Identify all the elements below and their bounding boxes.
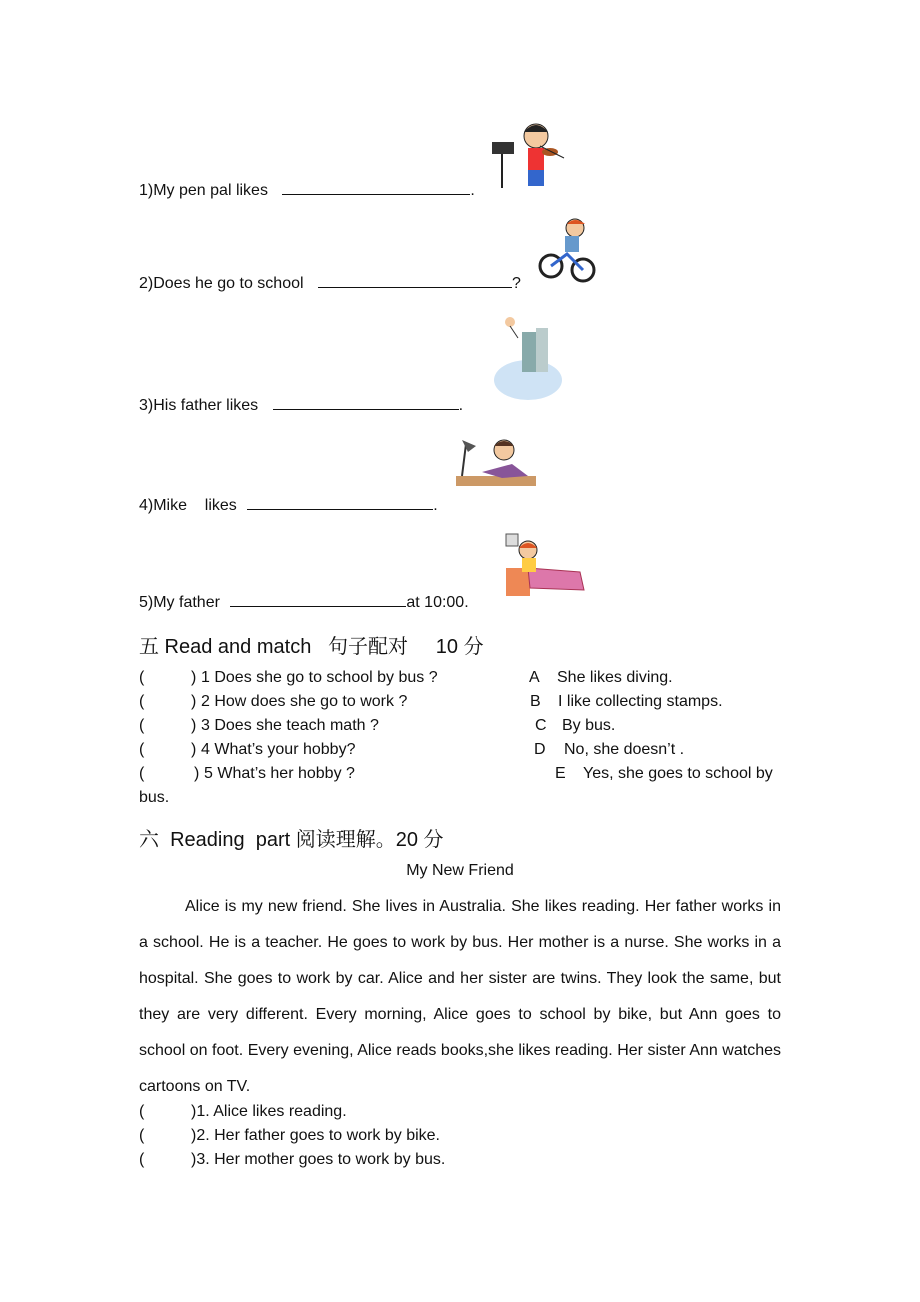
answer-blank[interactable] (282, 180, 470, 195)
fill-in-3 (139, 395, 463, 415)
fill-in-1 (139, 180, 475, 200)
match-letter: A (529, 669, 540, 686)
tf-statement: )1. Alice likes reading. (191, 1103, 347, 1120)
match-row (139, 765, 781, 785)
answer-paren[interactable]: ( (139, 669, 145, 686)
fill-in-prompt: 5)My father (139, 594, 220, 611)
match-answer: By bus. (562, 717, 616, 734)
match-question: 3 Does she teach math ? (201, 717, 379, 734)
tf-statement: )2. Her father goes to work by bike. (191, 1127, 440, 1144)
fill-in-2 (139, 273, 521, 293)
fill-in-prompt: 4)Mike likes (139, 497, 237, 514)
passage-title: My New Friend (406, 862, 514, 879)
match-answer: She likes diving. (557, 669, 673, 686)
fill-in-prompt: 1)My pen pal likes (139, 182, 268, 199)
answer-blank[interactable] (273, 395, 459, 410)
answer-paren-close: ) (194, 765, 200, 782)
section5-heading: 五 Read and match 句子配对 10 分 (139, 636, 484, 658)
model-plane-boy-illustration (452, 436, 540, 492)
answer-paren[interactable]: ( (139, 741, 145, 758)
match-answer-continuation: bus. (139, 789, 170, 806)
answer-blank[interactable] (230, 592, 406, 607)
bike-boy-illustration (537, 216, 597, 288)
match-letter: C (535, 717, 547, 734)
answer-paren[interactable]: ( (139, 717, 145, 734)
match-letter: B (530, 693, 541, 710)
violin-girl-illustration (488, 118, 566, 192)
diving-illustration (488, 314, 564, 404)
bedtime-illustration (500, 528, 592, 604)
answer-blank[interactable] (247, 495, 433, 510)
fill-in-suffix: ? (512, 275, 521, 292)
section6-heading: 六 Reading part 阅读理解。20 分 (139, 829, 444, 851)
fill-in-prompt: 2)Does he go to school (139, 275, 304, 292)
fill-in-suffix: . (470, 182, 475, 199)
match-question: 1 Does she go to school by bus ? (201, 669, 438, 686)
answer-paren-close: ) (191, 693, 197, 710)
answer-paren[interactable]: ( (139, 765, 145, 782)
match-letter: D (534, 741, 546, 758)
match-question: 4 What’s your hobby? (201, 741, 356, 758)
reading-passage: Alice is my new friend. She lives in Australia. She likes reading. Her father works in a school. He is a teacher. He goes to work by bus. Her mother is a nurse. She works in a hospital. She goes to work by car. Alice and her sister are twins. They look the same, but they are very different. Every morning, Alice goes to school by bike, but Ann goes to school on foot. Every evening, Alice reads books,she likes reading. Her sister Ann watches cartoons on TV. (139, 898, 781, 1095)
match-row (139, 741, 781, 761)
answer-paren[interactable]: ( (139, 1127, 145, 1144)
match-row (139, 693, 781, 713)
match-answer: I like collecting stamps. (558, 693, 723, 710)
fill-in-suffix: . (458, 397, 464, 414)
fill-in-suffix: at 10:00. (406, 594, 469, 611)
match-answer: Yes, she goes to school by (583, 765, 773, 782)
tf-question (139, 1103, 781, 1123)
answer-paren[interactable]: ( (139, 1151, 145, 1168)
tf-question (139, 1151, 781, 1171)
fill-in-prompt: 3)His father likes (139, 397, 259, 414)
match-letter: E (555, 765, 566, 782)
tf-statement: )3. Her mother goes to work by bus. (191, 1151, 446, 1168)
tf-question (139, 1127, 781, 1147)
answer-paren[interactable]: ( (139, 693, 145, 710)
match-row (139, 669, 781, 689)
match-question: 5 What’s her hobby ? (204, 765, 355, 782)
fill-in-4 (139, 495, 438, 515)
match-question: 2 How does she go to work ? (201, 693, 408, 710)
answer-paren-close: ) (191, 669, 197, 686)
fill-in-suffix: . (433, 497, 438, 514)
answer-blank[interactable] (318, 273, 512, 288)
answer-paren[interactable]: ( (139, 1103, 145, 1120)
match-answer: No, she doesn’t . (564, 741, 685, 758)
answer-paren-close: ) (191, 741, 197, 758)
fill-in-5 (139, 592, 469, 612)
answer-paren-close: ) (191, 717, 197, 734)
match-row (139, 717, 781, 737)
